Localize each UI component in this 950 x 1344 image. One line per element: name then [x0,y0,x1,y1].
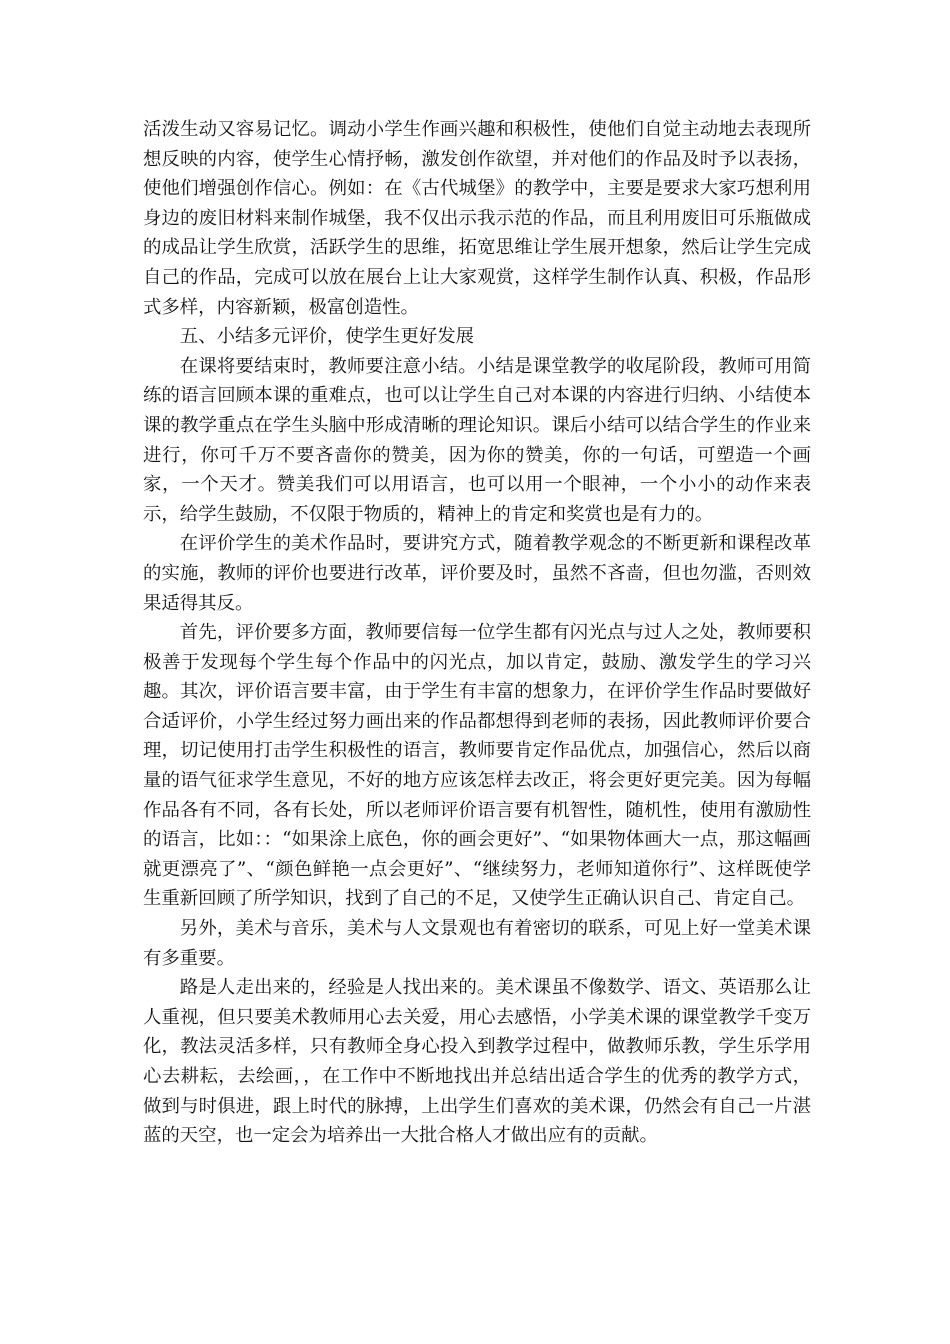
paragraph-evaluation-details: 首先，评价要多方面，教师要信每一位学生都有闪光点与过人之处，教师要积极善于发现每个学生每个作品中的闪光点，加以肯定，鼓励、激发学生的学习兴趣。其次，评价语言要丰富，由于学生有丰富的想象力，在评价学生作品时要做好合适评价，小学生经过努力画出来的作品都想得到老师的表扬，因此教师评价要合理，切记使用打击学生积极性的语言，教师要肯定作品优点，加强信心，然后以商量的语气征求学生意见，不好的地方应该怎样去改正，将会更好更完美。因为每幅作品各有不同，各有长处，所以老师评价语言要有机智性，随机性，使用有激励性的语言，比如：：“如果涂上底色，你的画会更好”、“如果物体画大一点，那这幅画就更漂亮了”、“颜色鲜艳一点会更好”、“继续努力，老师知道你行”、这样既使学生重新回顾了所学知识，找到了自己的不足，又使学生正确认识自己、肯定自己。 [143,622,811,910]
section-heading-5: 五、小结多元评价，使学生更好发展 [179,326,475,348]
paragraph-continuation: 活泼生动又容易记忆。调动小学生作画兴趣和积极性，使他们自觉主动地去表现所想反映的内容，使学生心情抒畅，激发创作欲望，并对他们的作品及时予以表扬，使他们增强创作信心。例如：在《古代城堡》的教学中，主要是要求大家巧想利用身边的废旧材料来制作城堡，我不仅出示我示范的作品，而且利用废旧可乐瓶做成的成品让学生欣赏，活跃学生的思维，拓宽思维让学生展开想象，然后让学生完成自己的作品，完成可以放在展台上让大家观赏，这样学生制作认真、积极，作品形式多样，内容新颖，极富创造性。 [143,119,811,318]
paragraph-art-connections: 另外，美术与音乐，美术与人文景观也有着密切的联系，可见上好一堂美术课有多重要。 [143,918,811,969]
document-page [143,115,811,1151]
paragraph-summary: 在课将要结束时，教师要注意小结。小结是课堂教学的收尾阶段，教师可用简练的语言回顾本课的重难点，也可以让学生自己对本课的内容进行归纳、小结使本课的教学重点在学生头脑中形成清晰的理论知识。课后小结可以结合学生的作业来进行，你可千万不要吝啬你的赞美，因为你的赞美，你的一句话，可塑造一个画家，一个天才。赞美我们可以用语言，也可以用一个眼神，一个小小的动作来表示，给学生鼓励，不仅限于物质的，精神上的肯定和奖赏也是有力的。 [143,355,811,525]
paragraph-conclusion: 路是人走出来的，经验是人找出来的。美术课虽不像数学、语文、英语那么让人重视，但只要美术教师用心去关爱，用心去感悟，小学美术课的课堂教学千变万化，教法灵活多样，只有教师全身心投入到教学过程中，做教师乐教，学生乐学用心去耕耘，去绘画，，在工作中不断地找出并总结出适合学生的优秀的教学方式，做到与时俱进，跟上时代的脉搏，上出学生们喜欢的美术课，仍然会有自己一片湛蓝的天空，也一定会为培养出一大批合格人才做出应有的贡献。 [143,977,811,1147]
paragraph-evaluation-method: 在评价学生的美术作品时，要讲究方式，随着教学观念的不断更新和课程改革的实施，教师的评价也要进行改革，评价要及时，虽然不吝啬，但也勿滥，否则效果适得其反。 [143,533,811,614]
